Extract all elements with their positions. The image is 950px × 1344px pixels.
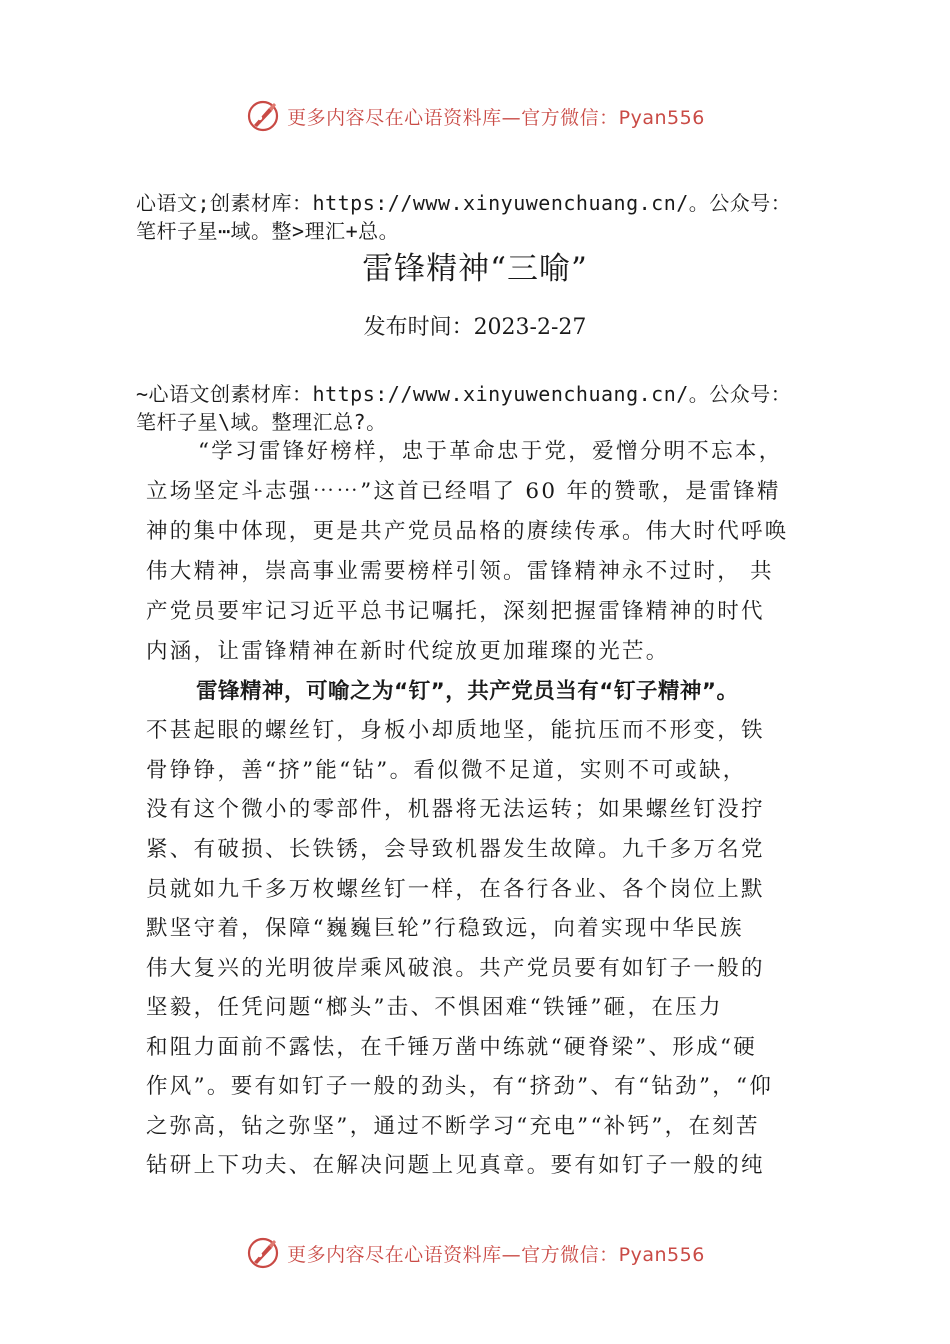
quill-pen-seal-icon — [245, 1235, 281, 1271]
paragraph-line: 坚毅，任凭问题“榔头”击、不惧困难“铁锤”砸，在压力 — [146, 995, 723, 1020]
source-line-1: ~心语文创素材库：https://www.xinyuwenchuang.cn/。公众号： — [136, 382, 792, 406]
paragraph-line: 员就如九千多万枚螺丝钉一样，在各行各业、各个岗位上默 — [146, 877, 765, 902]
paragraph-line: 作风”。要有如钉子一般的劲头，有“挤劲”、有“钻劲”，“仰 — [146, 1074, 774, 1099]
paragraph-line: 紧、有破损、长铁锈，会导致机器发生故障。九千多万名党 — [146, 837, 765, 862]
quill-pen-seal-icon — [245, 98, 281, 134]
paragraph-line: 产党员要牢记习近平总书记嘱托，深刻把握雷锋精神的时代 — [146, 599, 765, 624]
paragraph-line: 伟大精神，崇高事业需要榜样引领。雷锋精神永不过时， 共 — [146, 559, 774, 584]
header-source-line-2: 笔杆子星⋯域。整>理汇+总。 — [136, 219, 400, 243]
paragraph-line: 和阻力面前不露怯，在千锤万凿中练就“硬脊梁”、形成“硬 — [146, 1035, 758, 1060]
paragraph-line: 骨铮铮，善“挤”能“钻”。看似微不足道，实则不可或缺， — [146, 758, 747, 783]
paragraph-line: 神的集中体现，更是共产党员品格的赓续传承。伟大时代呼唤 — [146, 519, 789, 544]
paragraph-line: “学习雷锋好榜样，忠于革命忠于党，爱憎分明不忘本， — [198, 439, 783, 464]
paragraph-line: 默坚守着，保障“巍巍巨轮”行稳致远，向着实现中华民族 — [146, 916, 744, 941]
header-source-line-1: 心语文;创素材库：https://www.xinyuwenchuang.cn/。公众号： — [136, 191, 792, 215]
paragraph-line: 不甚起眼的螺丝钉，身板小却质地坚，能抗压而不形变，铁 — [146, 718, 765, 743]
publish-date: 发布时间：2023-2-27 — [363, 315, 587, 340]
source-line-2: 笔杆子星\域。整理汇总?。 — [136, 410, 387, 434]
watermark-banner-top — [0, 96, 950, 136]
watermark-text: 更多内容尽在心语资料库—官方微信：Pyan556 — [287, 106, 705, 129]
paragraph-line: 没有这个微小的零部件，机器将无法运转；如果螺丝钉没拧 — [146, 797, 765, 822]
paragraph-line: 伟大复兴的光明彼岸乘风破浪。共产党员要有如钉子一般的 — [146, 956, 765, 981]
page-title: 雷锋精神“三喻” — [362, 251, 588, 287]
paragraph-line: 钻研上下功夫、在解决问题上见真章。要有如钉子一般的纯 — [146, 1153, 765, 1178]
watermark-banner-bottom — [0, 1233, 950, 1273]
paragraph-line: 之弥高，钻之弥坚”，通过不断学习“充电”“补钙”，在刻苦 — [146, 1114, 760, 1139]
section-heading: 雷锋精神，可喻之为“钉”，共产党员当有“钉子精神”。 — [196, 679, 739, 704]
watermark-text: 更多内容尽在心语资料库—官方微信：Pyan556 — [287, 1243, 705, 1266]
paragraph-line: 立场坚定斗志强⋯⋯”这首已经唱了 60 年的赞歌，是雷锋精 — [146, 479, 781, 504]
paragraph-line: 内涵，让雷锋精神在新时代绽放更加璀璨的光芒。 — [146, 639, 670, 664]
